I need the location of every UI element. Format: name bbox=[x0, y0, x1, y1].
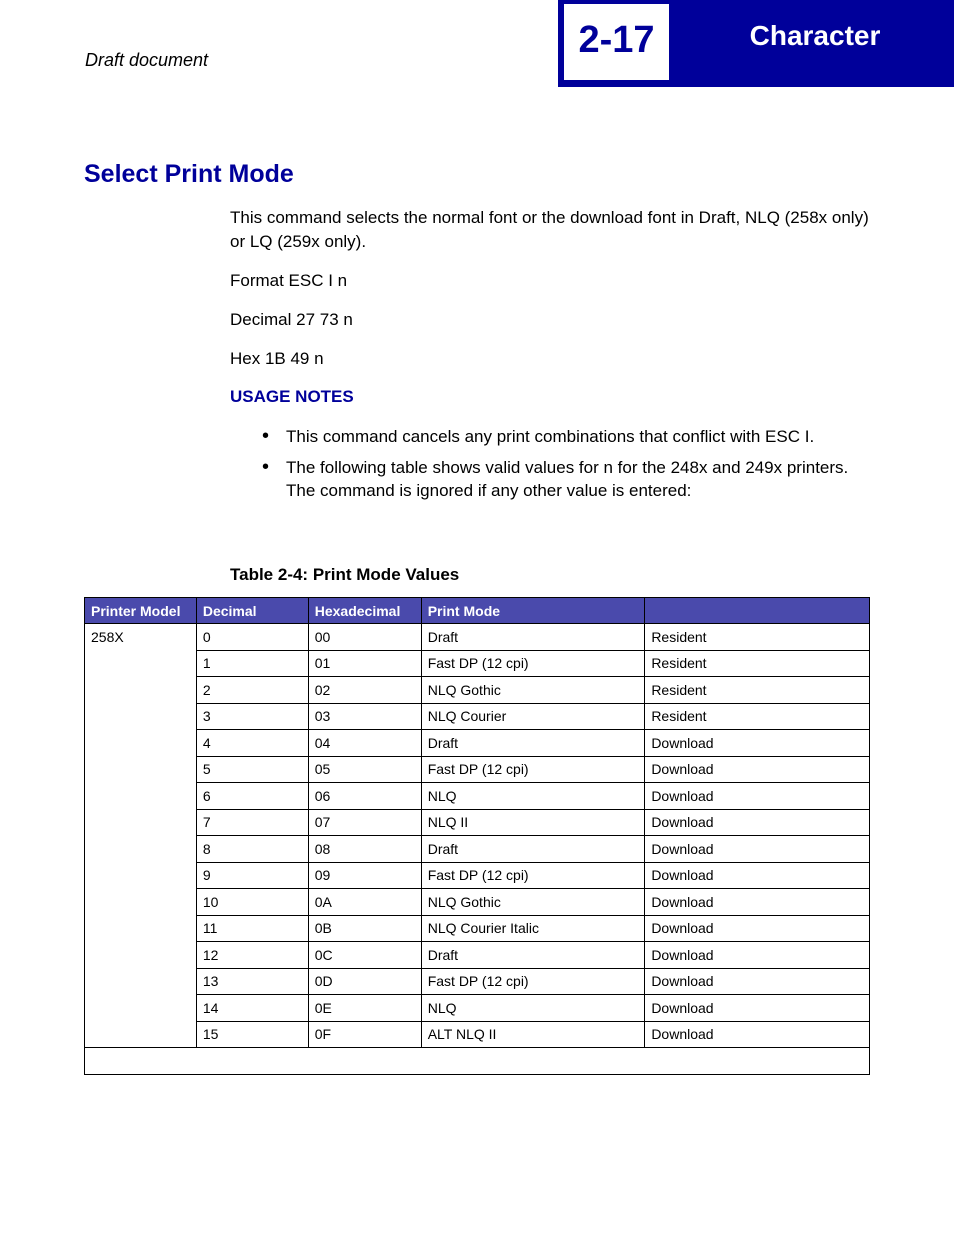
font-source-cell: Download bbox=[645, 862, 870, 889]
table-row bbox=[85, 915, 870, 942]
print-mode-cell: Draft bbox=[421, 836, 645, 863]
font-source-cell: Download bbox=[645, 968, 870, 995]
decimal-line: Decimal 27 73 n bbox=[230, 310, 353, 329]
header-decimal: Decimal bbox=[196, 598, 308, 624]
hex-cell: 05 bbox=[308, 756, 421, 783]
hex-cell: 09 bbox=[308, 862, 421, 889]
print-mode-cell: Fast DP (12 cpi) bbox=[421, 650, 645, 677]
font-source-cell: Download bbox=[645, 1021, 870, 1048]
decimal-cell: 0 bbox=[196, 624, 308, 651]
header-hexadecimal: Hexadecimal bbox=[308, 598, 421, 624]
table-row bbox=[85, 650, 870, 677]
font-source-cell: Download bbox=[645, 889, 870, 916]
print-mode-cell: NLQ Courier Italic bbox=[421, 915, 645, 942]
print-mode-cell: NLQ Gothic bbox=[421, 677, 645, 704]
print-mode-cell: ALT NLQ II bbox=[421, 1021, 645, 1048]
font-source-cell: Resident bbox=[645, 703, 870, 730]
chapter-title: Character bbox=[749, 20, 881, 51]
hex-cell: 02 bbox=[308, 677, 421, 704]
usage-notes-list bbox=[262, 425, 870, 510]
format-line: Format ESC I n bbox=[230, 271, 348, 290]
print-mode-cell: Draft bbox=[421, 942, 645, 969]
hex-cell: 0D bbox=[308, 968, 421, 995]
decimal-cell: 13 bbox=[196, 968, 308, 995]
bullet-text: The following table shows valid values for n for the 248x and 249x printers. The command is ignored if any other value is entered: bbox=[286, 458, 849, 500]
decimal-cell: 14 bbox=[196, 995, 308, 1022]
hex-cell: 0A bbox=[308, 889, 421, 916]
table-row bbox=[85, 624, 870, 651]
print-mode-cell: Draft bbox=[421, 624, 645, 651]
decimal-cell: 8 bbox=[196, 836, 308, 863]
header-font-source bbox=[645, 598, 870, 624]
table-header-row bbox=[85, 598, 870, 624]
font-source-cell: Download bbox=[645, 783, 870, 810]
decimal-cell: 10 bbox=[196, 889, 308, 916]
print-mode-cell: NLQ Gothic bbox=[421, 889, 645, 916]
draft-label: Draft document bbox=[85, 50, 209, 70]
hex-cell: 07 bbox=[308, 809, 421, 836]
decimal-cell: 15 bbox=[196, 1021, 308, 1048]
section-description: This command selects the normal font or the download font in Draft, NLQ (258x only) or LQ (259x only). bbox=[230, 208, 869, 251]
table-footer-row bbox=[85, 1048, 870, 1075]
font-source-cell: Resident bbox=[645, 650, 870, 677]
usage-notes-heading: USAGE NOTES bbox=[230, 387, 354, 406]
section-title: Select Print Mode bbox=[84, 160, 294, 188]
bullet-text: This command cancels any print combinations that conflict with ESC I. bbox=[286, 427, 815, 446]
decimal-cell: 2 bbox=[196, 677, 308, 704]
font-source-cell: Resident bbox=[645, 624, 870, 651]
print-mode-cell: Fast DP (12 cpi) bbox=[421, 756, 645, 783]
printer-model-cell: 258X bbox=[85, 624, 197, 1048]
table-footer-cell bbox=[85, 1048, 870, 1075]
print-mode-cell: Fast DP (12 cpi) bbox=[421, 968, 645, 995]
list-item bbox=[262, 425, 870, 448]
hex-cell: 03 bbox=[308, 703, 421, 730]
hex-cell: 00 bbox=[308, 624, 421, 651]
print-mode-table bbox=[84, 597, 870, 1075]
table-row bbox=[85, 809, 870, 836]
font-source-cell: Download bbox=[645, 995, 870, 1022]
font-source-cell: Download bbox=[645, 915, 870, 942]
print-mode-cell: NLQ Courier bbox=[421, 703, 645, 730]
hex-line: Hex 1B 49 n bbox=[230, 349, 324, 368]
decimal-cell: 11 bbox=[196, 915, 308, 942]
font-source-cell: Resident bbox=[645, 677, 870, 704]
hex-cell: 0E bbox=[308, 995, 421, 1022]
table-row bbox=[85, 677, 870, 704]
font-source-cell: Download bbox=[645, 809, 870, 836]
decimal-cell: 3 bbox=[196, 703, 308, 730]
table-row bbox=[85, 862, 870, 889]
table-row bbox=[85, 730, 870, 757]
table-row bbox=[85, 968, 870, 995]
header-print-mode: Print Mode bbox=[421, 598, 645, 624]
font-source-cell: Download bbox=[645, 942, 870, 969]
print-mode-cell: NLQ bbox=[421, 995, 645, 1022]
table-caption: Table 2-4: Print Mode Values bbox=[230, 565, 460, 584]
table-row bbox=[85, 756, 870, 783]
decimal-cell: 12 bbox=[196, 942, 308, 969]
table-row bbox=[85, 995, 870, 1022]
table-row bbox=[85, 783, 870, 810]
font-source-cell: Download bbox=[645, 730, 870, 757]
bullet-icon: • bbox=[262, 456, 270, 478]
table-row bbox=[85, 703, 870, 730]
decimal-cell: 4 bbox=[196, 730, 308, 757]
decimal-cell: 5 bbox=[196, 756, 308, 783]
hex-cell: 0B bbox=[308, 915, 421, 942]
table-row bbox=[85, 1021, 870, 1048]
decimal-cell: 6 bbox=[196, 783, 308, 810]
list-item bbox=[262, 456, 870, 502]
font-source-cell: Download bbox=[645, 756, 870, 783]
hex-cell: 0F bbox=[308, 1021, 421, 1048]
decimal-cell: 7 bbox=[196, 809, 308, 836]
hex-cell: 0C bbox=[308, 942, 421, 969]
decimal-cell: 9 bbox=[196, 862, 308, 889]
bullet-icon: • bbox=[262, 425, 270, 447]
header-printer-model: Printer Model bbox=[85, 598, 197, 624]
hex-cell: 01 bbox=[308, 650, 421, 677]
table-row bbox=[85, 889, 870, 916]
chapter-number: 2-17 bbox=[564, 4, 669, 80]
print-mode-cell: NLQ bbox=[421, 783, 645, 810]
table-row bbox=[85, 942, 870, 969]
table-row bbox=[85, 836, 870, 863]
decimal-cell: 1 bbox=[196, 650, 308, 677]
hex-cell: 06 bbox=[308, 783, 421, 810]
hex-cell: 08 bbox=[308, 836, 421, 863]
hex-cell: 04 bbox=[308, 730, 421, 757]
print-mode-cell: Draft bbox=[421, 730, 645, 757]
font-source-cell: Download bbox=[645, 836, 870, 863]
print-mode-cell: NLQ II bbox=[421, 809, 645, 836]
print-mode-cell: Fast DP (12 cpi) bbox=[421, 862, 645, 889]
